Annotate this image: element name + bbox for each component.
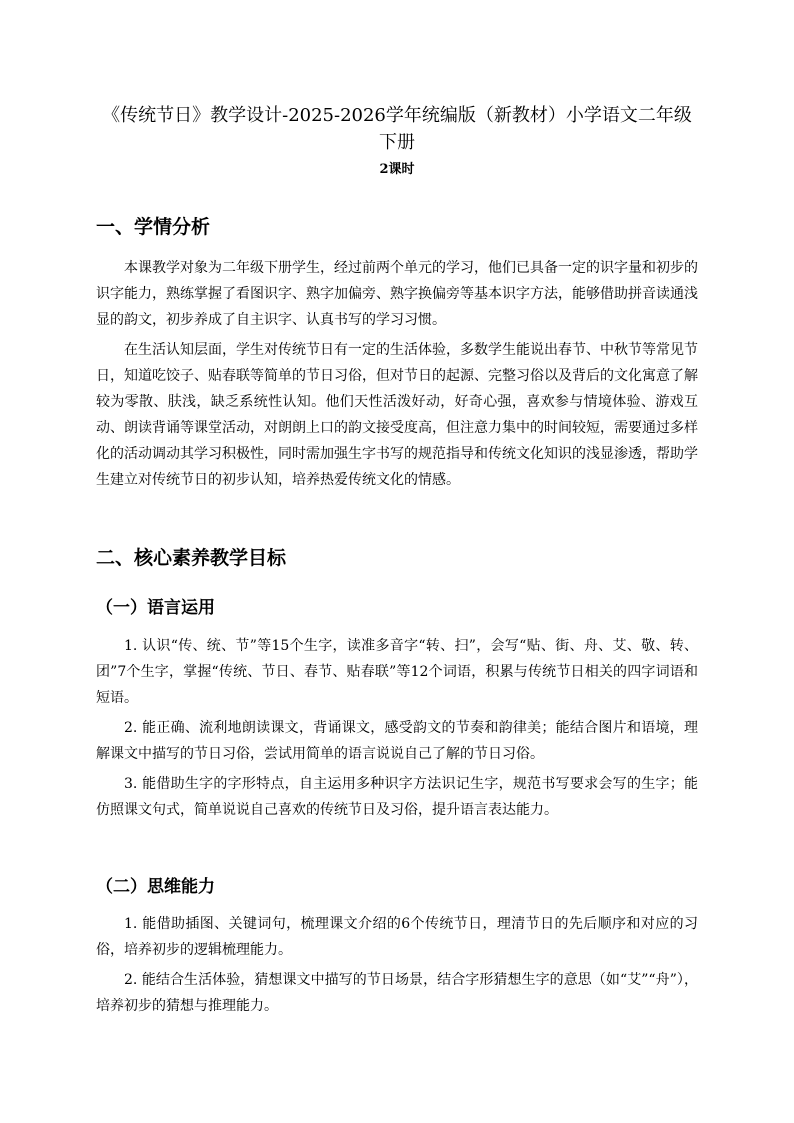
subsection-heading-thinking-ability: （二）思维能力	[96, 877, 215, 897]
paragraph-learner-analysis-2: 在生活认知层面，学生对传统节日有一定的生活体验，多数学生能说出春节、中秋节等常见节日，知道吃饺子、贴春联等简单的节日习俗，但对节日的起源、完整习俗以及背后的文化寓意了解较为零散、肤浅，缺乏系统性认知。他们天性活泼好动，好奇心强，喜欢参与情境体验、游戏互动、朗读背诵等课堂活动，对朗朗上口的韵文接受度高，但注意力集中的时间较短，需要通过多样化的活动调动其学习积极性，同时需加强生字书写的规范指导和传统文化知识的浅显渗透，帮助学生建立对传统节日的初步认知，培养热爱传统文化的情感。	[96, 342, 698, 488]
objective-item-language-2: 2. 能正确、流利地朗读课文，背诵课文，感受韵文的节奏和韵律美；能结合图片和语境，理解课文中描写的节日习俗，尝试用简单的语言说说自己了解的节日习俗。	[96, 720, 698, 762]
objective-item-thinking-1: 1. 能借助插图、关键词句，梳理课文介绍的6个传统节日，理清节日的先后顺序和对应的习俗，培养初步的逻辑梳理能力。	[96, 916, 698, 958]
paragraph-learner-analysis-1: 本课教学对象为二年级下册学生，经过前两个单元的学习，他们已具备一定的识字量和初步的识字能力，熟练掌握了看图识字、熟字加偏旁、熟字换偏旁等基本识字方法，能够借助拼音读通浅显的韵文，初步养成了自主识字、认真书写的学习习惯。	[96, 260, 698, 328]
document-title: 《传统节日》教学设计-2025-2026学年统编版（新教材）小学语文二年级下册	[102, 105, 692, 153]
section-heading-core-objectives: 二、核心素养教学目标	[96, 547, 287, 569]
objective-item-thinking-2: 2. 能结合生活体验，猜想课文中描写的节日场景，结合字形猜想生字的意思（如“艾”“舟”），培养初步的猜想与推理能力。	[96, 972, 698, 1014]
document-subtitle: 2课时	[379, 162, 415, 177]
objective-item-language-1: 1. 认识“传、统、节”等15个生字，读准多音字“转、扫”，会写“贴、街、舟、艾、敬、转、团”7个生字，掌握“传统、节日、春节、贴春联”等12个词语，积累与传统节日相关的四字词语和短语。	[96, 638, 698, 706]
subsection-heading-language-use: （一）语言运用	[96, 598, 215, 618]
objective-item-language-3: 3. 能借助生字的字形特点，自主运用多种识字方法识记生字，规范书写要求会写的生字；能仿照课文句式，简单说说自己喜欢的传统节日及习俗，提升语言表达能力。	[96, 776, 698, 818]
section-heading-learner-analysis: 一、学情分析	[96, 216, 211, 238]
